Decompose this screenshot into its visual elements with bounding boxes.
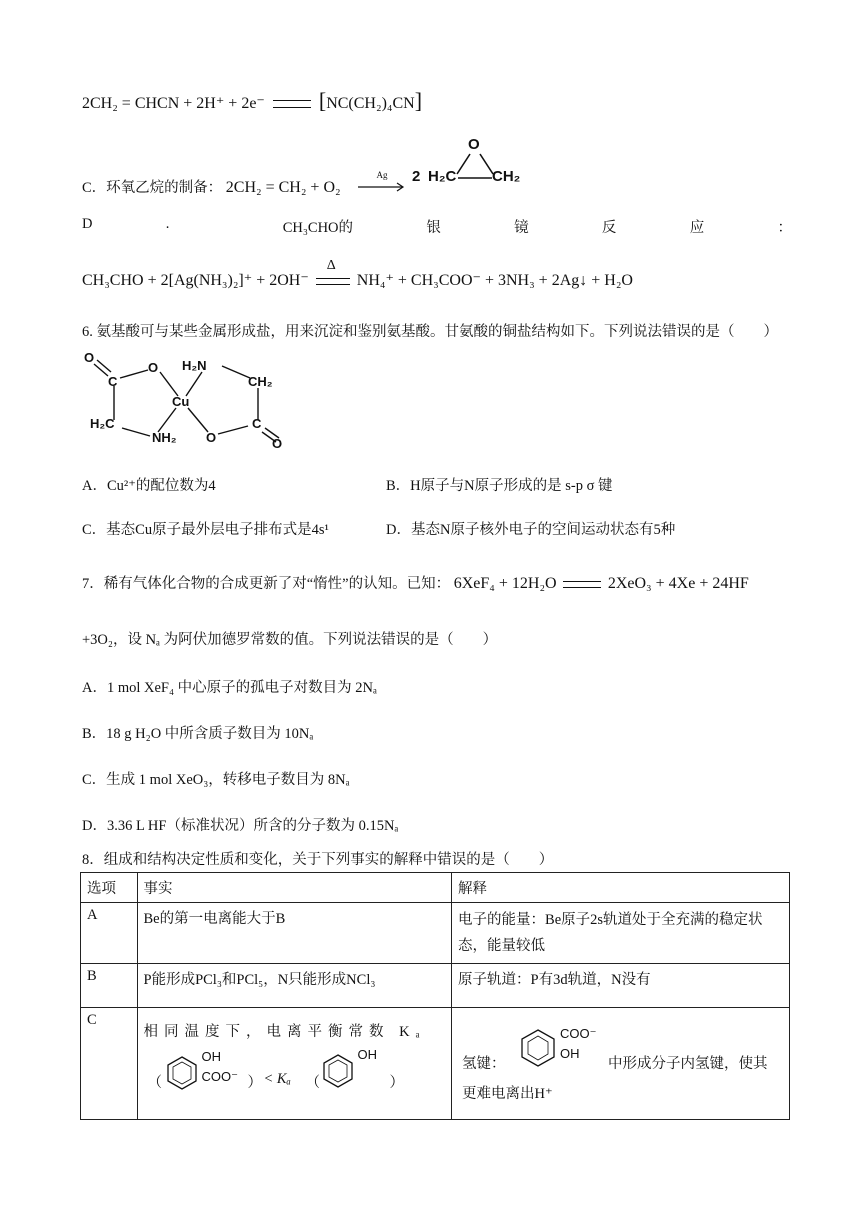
salicylate-ring-icon (162, 1053, 202, 1093)
optd-eq-right: NH₄⁺ + CH₃COO⁻ + 3NH₃ + 2Ag↓ + H₂O (356, 272, 633, 289)
row-fact: Be的第一电离能大于B (137, 903, 452, 964)
ka-less-than: < Kₐ (263, 1071, 291, 1087)
epoxide-structure (408, 136, 528, 194)
ag-condition: Ag (376, 170, 388, 180)
ka-comparison (144, 1045, 446, 1105)
equation-acrylonitrile (82, 88, 422, 114)
silver-mirror-equation (82, 257, 633, 290)
ring-coo-label: COO⁻ (560, 1026, 597, 1041)
row-fact-line1: 相同温度下，电离平衡常数 Kₐ (143, 1024, 426, 1040)
optd-token: 镜 (514, 220, 529, 236)
atom-o: O (272, 436, 283, 451)
q7-eq-left: 6XeF₄ + 12H₂O (453, 575, 557, 592)
option-d-line (82, 216, 792, 237)
epoxide-coef: 2 (412, 168, 421, 185)
q7-stem-line1 (82, 572, 749, 593)
optd-token: . (165, 216, 170, 232)
row-fact: P能形成PCl₃和PCl₅，N只能形成NCl₃ (137, 964, 452, 1008)
q6-option-c: C．基态Cu原子最外层电子排布式是4s¹ (82, 522, 329, 538)
optd-token: 应 (689, 220, 705, 236)
double-line-arrow (273, 100, 311, 108)
atom-o: O (84, 350, 95, 365)
q7-eq-right: 2XeO₃ + 4Xe + 24HF (607, 575, 749, 592)
reaction-arrow-ag (358, 170, 406, 197)
q6-stem: 6. 氨基酸可与某些金属形成盐，用来沉淀和鉴别氨基酸。甘氨酸的铜盐结构如下。下列说法错误的是（ ） (82, 324, 778, 340)
row-option: A (81, 903, 138, 964)
heat-condition: Δ (326, 257, 336, 273)
ring-coo-label: COO⁻ (201, 1069, 238, 1084)
row-option: C (81, 1008, 138, 1120)
option-c-equation: 2CH₂ = CH₂ + O₂ (225, 179, 341, 196)
atom-c: C (252, 416, 262, 431)
paren-open: （ (305, 1075, 320, 1091)
table-row (81, 903, 790, 964)
row-explain-cell (452, 1008, 790, 1120)
salicylate-ring-icon (516, 1026, 560, 1070)
table-header-row (81, 873, 790, 903)
optd-token: ： (777, 220, 792, 236)
copper-glycinate-structure (82, 350, 292, 450)
atom-cu: Cu (172, 394, 190, 409)
ring-oh-label: OH (560, 1046, 580, 1061)
eq1-right: NC(CH₂)₄CN (326, 95, 415, 112)
q7-stem-part1: 7．稀有气体化合物的合成更新了对“惰性”的认知。已知： (82, 576, 451, 592)
optd-token: CH₃CHO的 (282, 220, 354, 236)
facts-table (80, 872, 790, 1120)
q7-option-c: C．生成 1 mol XeO₃，转移电子数目为 8Nₐ (82, 772, 350, 788)
epoxide-ch2: CH₂ (492, 168, 521, 185)
atom-c: C (108, 374, 118, 389)
phenol-ring-icon (318, 1051, 358, 1091)
explain-end: 更难电离出H⁺ (462, 1086, 553, 1102)
bracket-right: ] (414, 88, 423, 113)
q7-double-line (563, 581, 601, 588)
paren-close: ） (389, 1075, 404, 1091)
atom-o: O (206, 430, 217, 445)
bracket-left: [ (318, 88, 327, 113)
heat-double-arrow (313, 257, 353, 285)
table-row (81, 1008, 790, 1120)
row-option: B (81, 964, 138, 1008)
atom-ch2: CH₂ (248, 374, 273, 389)
eq1-left: 2CH₂ = CHCN + 2H⁺ + 2e⁻ (82, 95, 265, 112)
row-explain: 电子的能量：Be原子2s轨道处于全充满的稳定状态，能量较低 (452, 903, 790, 964)
q8-stem: 8．组成和结构决定性质和变化，关于下列事实的解释中错误的是（ ） (82, 852, 554, 868)
arrow-icon (358, 182, 406, 192)
optd-token: D (82, 216, 93, 232)
q7-option-b: B．18 g H₂O 中所含质子数目为 10Nₐ (82, 726, 314, 742)
q7-option-d: D．3.36 L HF（标准状况）所含的分子数为 0.15Nₐ (82, 818, 399, 834)
option-c-epoxide (82, 176, 341, 197)
optd-token: 反 (601, 220, 617, 236)
explain-mid: 中形成分子内氢键，使其 (608, 1056, 768, 1072)
epoxide-o: O (468, 136, 480, 153)
q6-option-b: B．H原子与N原子形成的是 s-p σ 键 (386, 478, 613, 494)
hbond-explain (458, 1012, 783, 1112)
explain-prefix: 氢键： (462, 1056, 506, 1072)
optd-eq-left: CH₃CHO + 2[Ag(NH₃)₂]⁺ + 2OH⁻ (82, 272, 309, 289)
option-c-label: C．环氧乙烷的制备： (82, 180, 223, 196)
phenol-oh-label: OH (357, 1047, 377, 1062)
header-explain: 解释 (452, 873, 790, 903)
row-fact-cell (137, 1008, 452, 1120)
atom-o: O (148, 360, 159, 375)
atom-h2c: H₂C (90, 416, 115, 431)
q7-option-a: A．1 mol XeF₄ 中心原子的孤电子对数目为 2Nₐ (82, 680, 377, 696)
row-explain: 原子轨道：P有3d轨道，N没有 (452, 964, 790, 1008)
table-row (81, 964, 790, 1008)
header-fact: 事实 (137, 873, 452, 903)
ring-oh-label: OH (201, 1049, 221, 1064)
epoxide-bonds (408, 136, 528, 194)
paren-close: ） (247, 1075, 262, 1091)
optd-token: 银 (426, 220, 441, 236)
atom-h2n: H₂N (182, 358, 207, 373)
q7-stem-line2: +3O₂，设 Nₐ 为阿伏加德罗常数的值。下列说法错误的是（ ） (82, 632, 498, 648)
q6-option-a: A．Cu²⁺的配位数为4 (82, 478, 216, 494)
header-option: 选项 (81, 873, 138, 903)
paren-open: （ (147, 1075, 162, 1091)
atom-nh2: NH₂ (152, 430, 177, 445)
q6-option-d: D．基态N原子核外电子的空间运动状态有5种 (386, 522, 676, 538)
epoxide-h2c: H₂C (428, 168, 457, 185)
